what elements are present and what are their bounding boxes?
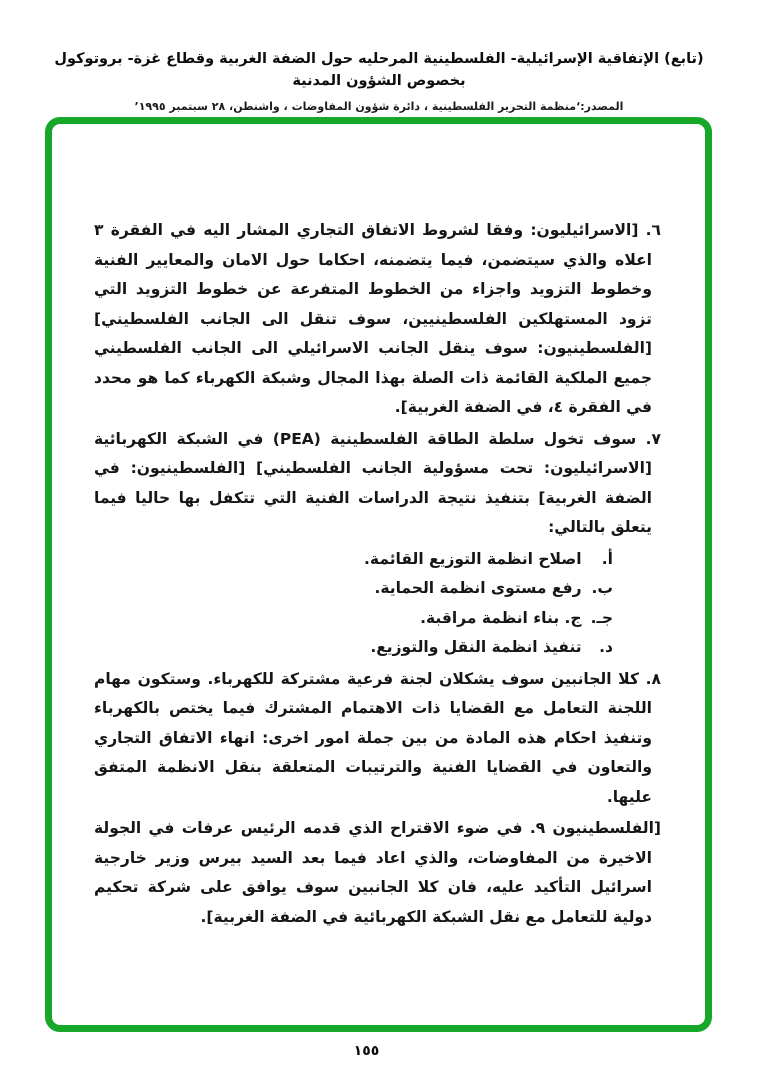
- sub-item-d: [94, 633, 613, 663]
- item-6-text: [الاسرائيليون: وفقا لشروط الاتفاق التجاري المشار اليه في الفقرة ٣ اعلاه والذي سيتضمن، فيما يتضمنه، احكاما حول الامان والمعايير الفنية وخطوط التزويد واجزاء من الخطوط المتفرعة عن خطوط التزويد التي تزود المستهلكين الفلسطينيين، سوف تنقل الى الجانب الفلسطيني] [الفلسطينيون: سوف ينقل الجانب الاسرائيلي الى الجانب الفلسطيني جميع الملكية القائمة ذات الصلة بهذا المجال وشبكة الكهرباء كما هو محدد في الفقرة ٤، في الضفة الغربية].: [94, 221, 652, 416]
- sub-item-j-label: جـ.: [590, 608, 613, 627]
- document-title: (تابع) الإتفاقية الإسرائيلية- الفلسطينية المرحليه حول الضفة الغربية وقطاع غزة- بروتوكول بخصوص الشؤون المدنية: [54, 51, 704, 89]
- item-6-number: ٦.: [645, 221, 661, 239]
- page-footer: [45, 1040, 712, 1059]
- sub-item-a: [94, 545, 613, 575]
- item-8-number: ٨.: [645, 669, 661, 688]
- content-frame: [45, 117, 712, 1032]
- document-source-line: المصدر:‘منظمة التحرير الفلسطينية ، دائرة شؤون المفاوضات ، واشنطن، ٢٨ سبتمبر ١٩٩٥’: [134, 100, 624, 113]
- item-7-text: سوف تخول سلطة الطاقة الفلسطينية (PEA) في الشبكة الكهربائية [الاسرائيليون: تحت مسؤولية الجانب الفلسطيني] [الفلسطينيون: في الضفة الغربية] بتنفيذ نتيجة الدراسات الفنية التي تتكفل بها حاليا فيما يتعلق بالتالي:: [94, 429, 652, 536]
- sub-item-a-text: اصلاح انظمة التوزيع القائمة.: [364, 549, 582, 568]
- document-body: [52, 124, 705, 932]
- sub-item-d-text: تنفيذ انظمة النقل والتوزيع.: [370, 638, 582, 656]
- document-header: [30, 48, 728, 113]
- item-7-number: ٧.: [645, 429, 661, 448]
- sub-item-b: [94, 574, 613, 604]
- sub-item-j: [94, 604, 613, 634]
- sub-item-list: [94, 545, 613, 663]
- sub-item-a-label: أ.: [601, 549, 613, 568]
- paragraph-item-6: [94, 216, 661, 423]
- paragraph-item-9: [94, 814, 661, 932]
- paragraph-item-8: [94, 665, 661, 813]
- paragraph-item-7: [94, 425, 661, 543]
- sub-item-j-text: ج. بناء انظمة مراقبة.: [420, 608, 582, 627]
- page-number: ١٥٥: [353, 1043, 380, 1059]
- sub-item-b-label: ب.: [591, 579, 613, 597]
- item-9-text: [الفلسطينيون ٩. في ضوء الاقتراح الذي قدمه الرئيس عرفات في الجولة الاخيرة من المفاوضات، والذي اعاد فيما بعد السيد بيرس وزير خارجية اسرائيل التأكيد عليه، فان كلا الجانبين سوف يوافق على شركة تحكيم دولية للتعامل مع نقل الشبكة الكهربائية في الضفة الغربية].: [94, 819, 661, 926]
- item-8-text: كلا الجانبين سوف يشكلان لجنة فرعية مشتركة للكهرباء. وستكون مهام اللجنة التعامل مع القضايا ذات الاهتمام المشترك فيما يختص بالكهرباء وتنفيذ احكام هذه المادة من بين جملة امور اخرى: انهاء الاتفاق التجاري والتعاون في القضايا الفنية والترتيبات المتعلقة بنقل الانظمة المتفق عليها.: [94, 669, 652, 806]
- sub-item-d-label: د.: [599, 638, 613, 656]
- sub-item-b-text: رفع مستوى انظمة الحماية.: [374, 579, 582, 597]
